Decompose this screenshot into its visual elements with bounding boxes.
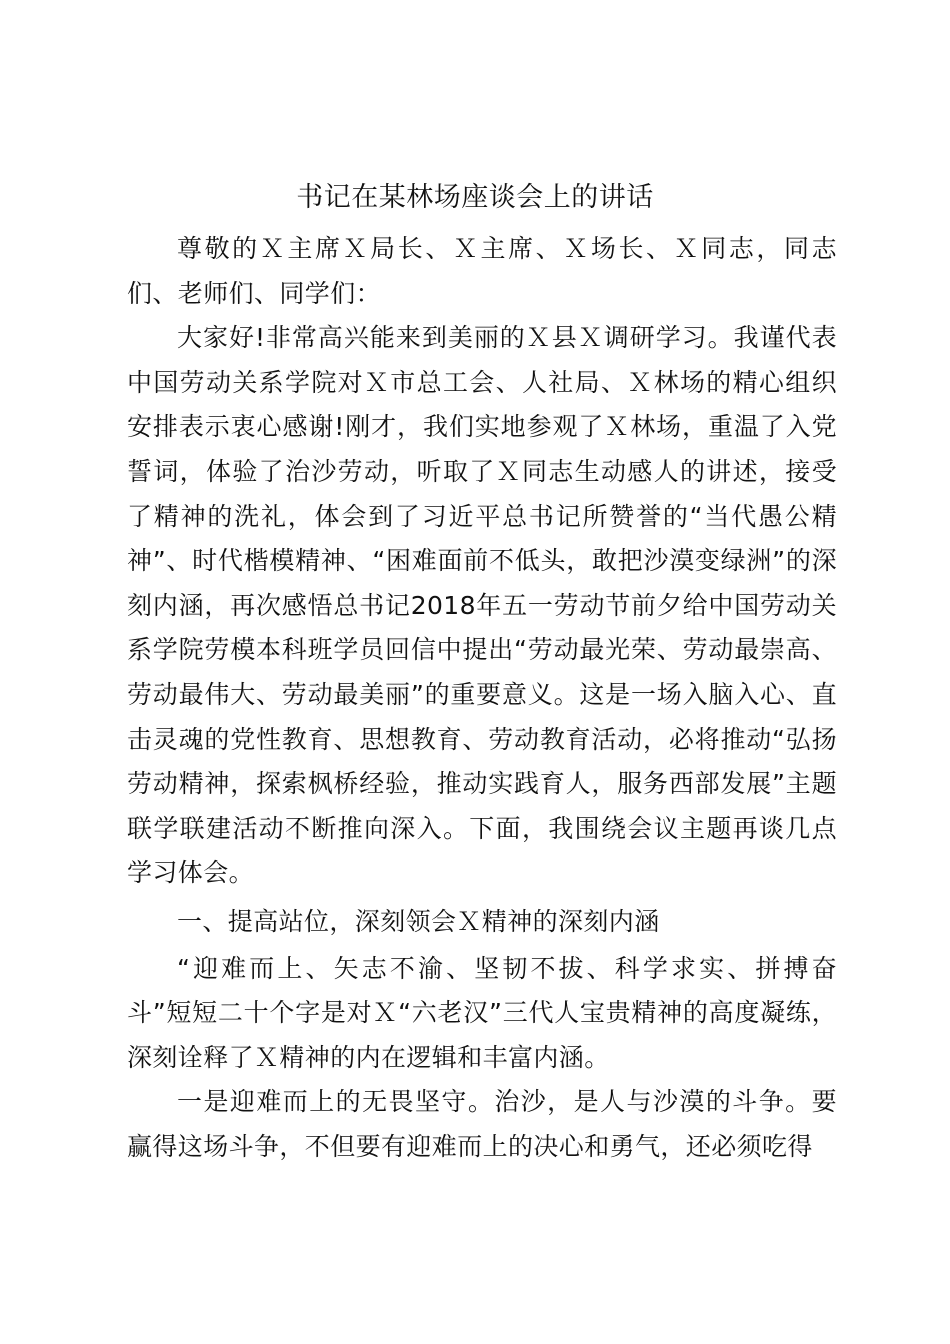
salutation: 尊敬的Ｘ主席Ｘ局长、Ｘ主席、Ｘ场长、Ｘ同志，同志们、老师们、同学们：	[127, 234, 837, 308]
body-paragraph: 一是迎难而上的无畏坚守。治沙，是人与沙漠的斗争。要赢得这场斗争，不但要有迎难而上的决心和勇气，还必须吃得	[127, 1087, 837, 1161]
section-heading: 一、提高站位，深刻领会Ｘ精神的深刻内涵	[177, 906, 660, 936]
body-paragraph: 大家好!非常高兴能来到美丽的Ｘ县Ｘ调研学习。我谨代表中国劳动关系学院对Ｘ市总工会、人社局、Ｘ林场的精心组织安排表示衷心感谢!刚才，我们实地参观了Ｘ林场，重温了入党誓词，体验了治沙劳动，听取了Ｘ同志生动感人的讲述，接受了精神的洗礼，体会到了习近平总书记所赞誉的“当代愚公精神”、时代楷模精神、“困难面前不低头，敢把沙漠变绿洲”的深刻内涵，再次感悟总书记2018年五一劳动节前夕给中国劳动关系学院劳模本科班学员回信中提出“劳动最光荣、劳动最崇高、劳动最伟大、劳动最美丽”的重要意义。这是一场入脑入心、直击灵魂的党性教育、思想教育、劳动教育活动，必将推动“弘扬劳动精神，探索枫桥经验，推动实践育人，服务西部发展”主题联学联建活动不断推向深入。下面，我围绕会议主题再谈几点学习体会。	[127, 323, 837, 888]
document-body	[127, 227, 837, 1169]
document-title: 书记在某林场座谈会上的讲话	[296, 182, 654, 213]
body-paragraph: “迎难而上、矢志不渝、坚韧不拔、科学求实、拼搏奋斗”短短二十个字是对Ｘ“六老汉”三代人宝贵精神的高度凝练，深刻诠释了Ｘ精神的内在逻辑和丰富内涵。	[127, 953, 837, 1072]
